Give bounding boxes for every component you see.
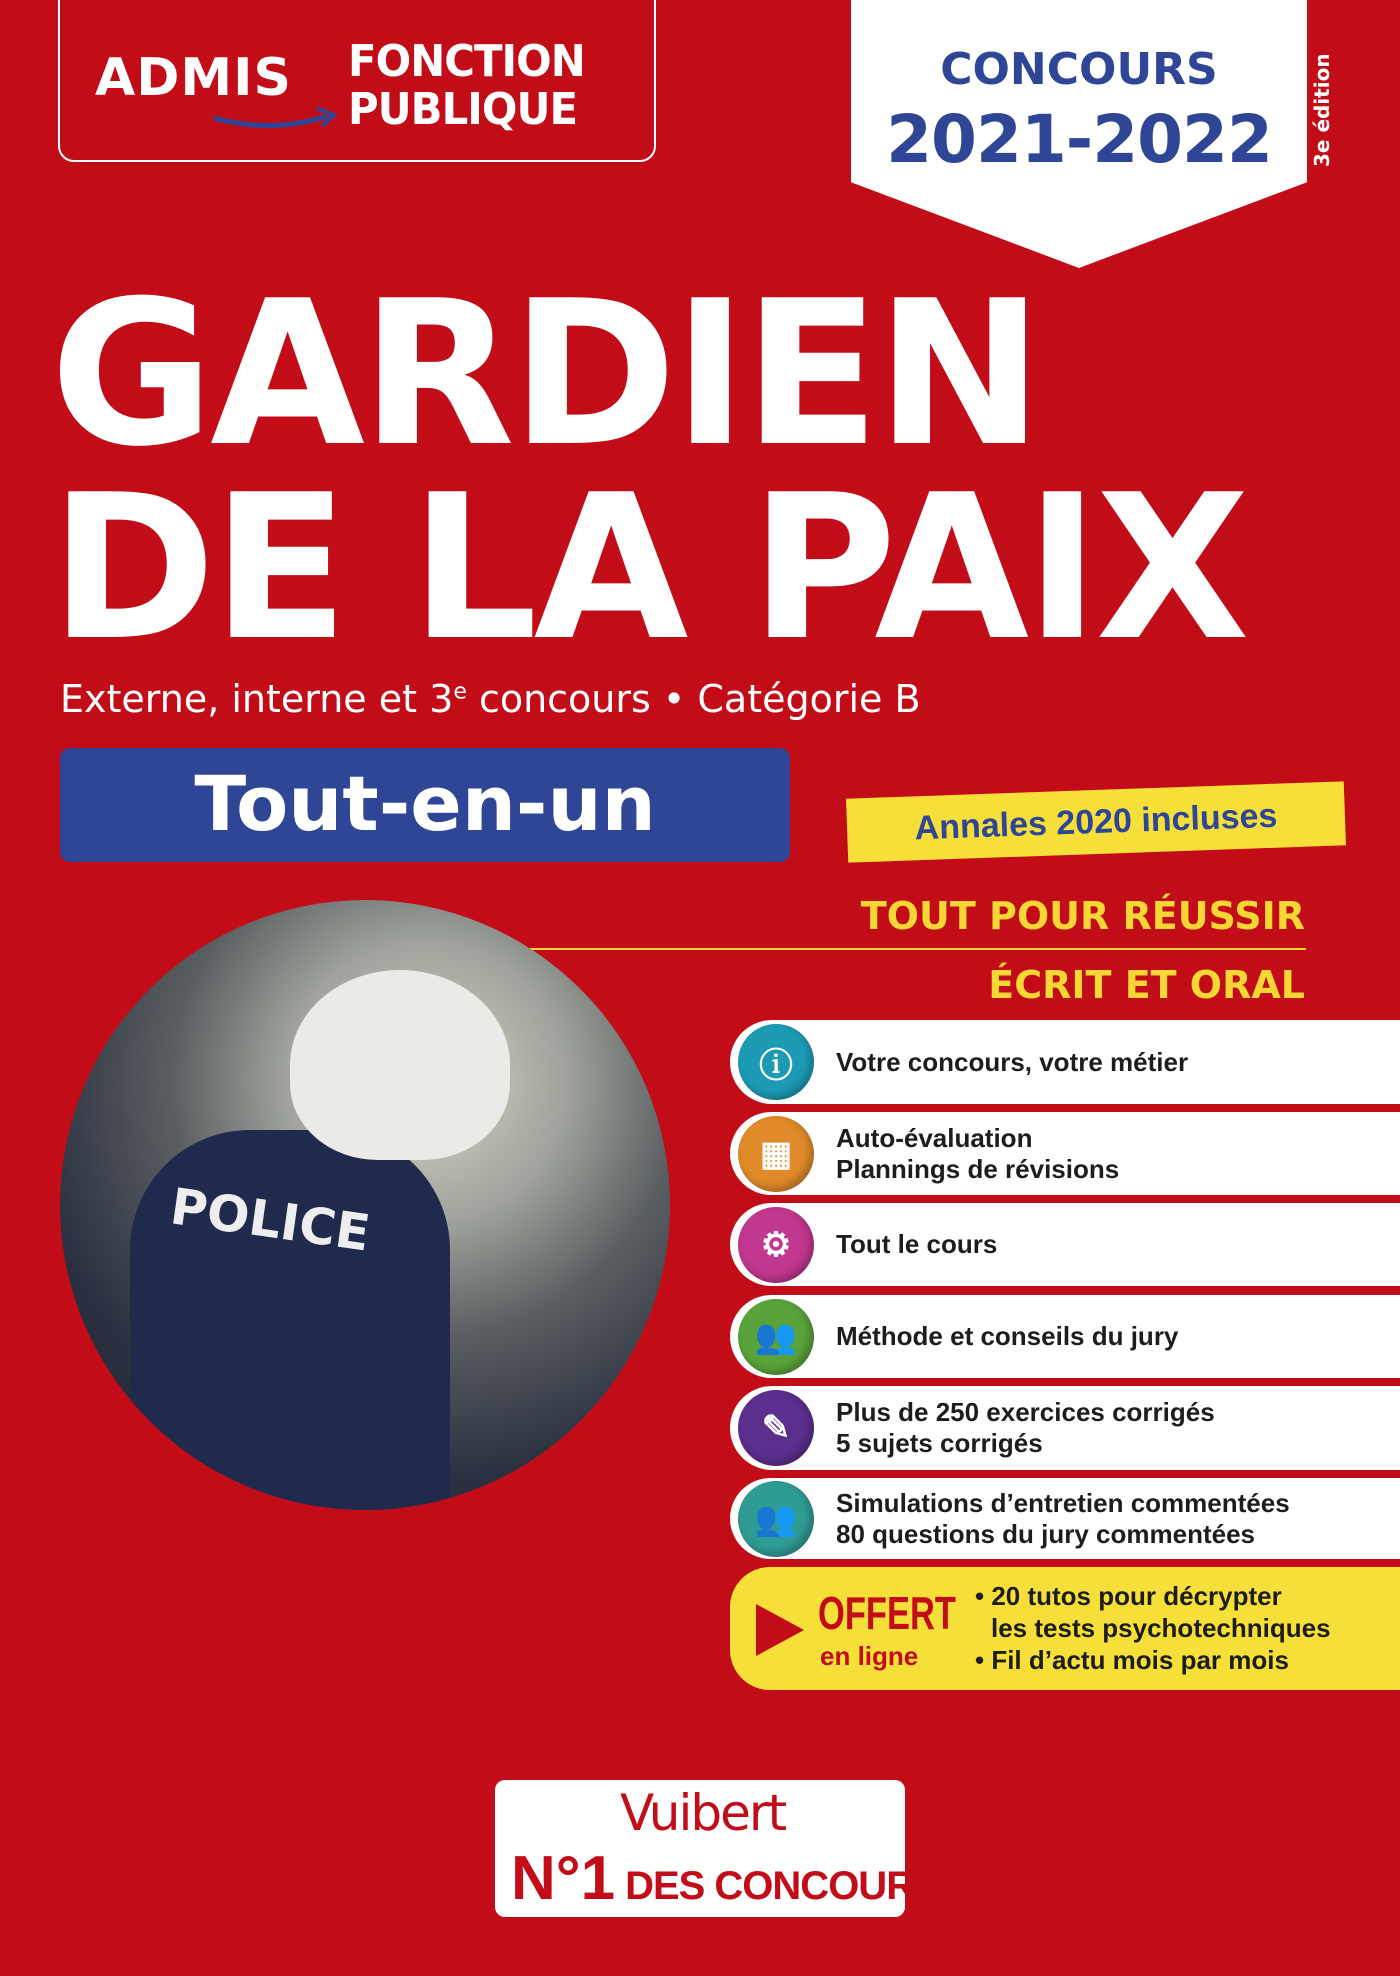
- logo-line2: PUBLIQUE: [348, 84, 578, 135]
- info-person-icon: ⓘ: [738, 1024, 814, 1100]
- feature-item: [730, 1112, 1400, 1195]
- police-photo: [60, 900, 670, 1510]
- banner-years: 2021-2022: [886, 101, 1272, 178]
- feature-item: [730, 1478, 1400, 1559]
- publisher-badge: [495, 1780, 940, 1917]
- feature-text: Votre concours, votre métier: [836, 1046, 1189, 1077]
- logo-admis: ADMIS: [95, 48, 292, 108]
- title-line2: DE LA PAIX: [50, 452, 1246, 685]
- feature-text: Simulations d’entretien commentées: [836, 1487, 1290, 1518]
- feature-text: Plus de 250 exercices corrigés: [836, 1397, 1215, 1427]
- logo-arrow-icon: [212, 104, 342, 134]
- offer-item: • 20 tutos pour décrypter: [975, 1581, 1282, 1611]
- pen-check-icon: ✎: [738, 1390, 814, 1466]
- feature-text: Tout le cours: [836, 1229, 998, 1259]
- feature-text: Méthode et conseils du jury: [836, 1321, 1179, 1351]
- offer-subtitle: en ligne: [820, 1641, 919, 1671]
- subtitle-text: Externe, interne et 3: [60, 677, 454, 721]
- feature-item: [730, 1020, 1400, 1104]
- feature-text: Plannings de révisions: [836, 1153, 1120, 1184]
- offer-item: • Fil d’actu mois par mois: [975, 1645, 1289, 1675]
- feature-item: [730, 1386, 1400, 1470]
- publisher-rank: N°1: [511, 1844, 616, 1913]
- publisher-logo: Vuibert: [620, 1784, 786, 1842]
- feature-item: [730, 1295, 1400, 1378]
- feature-text: Auto-évaluation: [836, 1122, 1033, 1153]
- edition-label: 3e édition: [1310, 53, 1334, 167]
- banner-label: CONCOURS: [940, 44, 1218, 95]
- title-line1: GARDIEN: [50, 258, 1040, 491]
- feature-item: [730, 1203, 1400, 1286]
- people-icon: 👥: [738, 1481, 814, 1557]
- annales-badge: Annales 2020 incluses: [846, 781, 1346, 862]
- feature-text: 5 sujets corrigés: [836, 1428, 1043, 1458]
- feature-text: 80 questions du jury commentées: [836, 1518, 1256, 1549]
- subtitle-text-2: concours • Catégorie B: [466, 677, 921, 721]
- play-icon: [752, 1600, 808, 1660]
- subtitle: [60, 676, 921, 722]
- group-icon: 👥: [738, 1299, 814, 1375]
- offer-title: OFFERT: [818, 1587, 956, 1639]
- logo-line1: FONCTION: [348, 36, 585, 87]
- logo-fonction-publique: [348, 38, 585, 134]
- head-gears-icon: ⚙: [738, 1207, 814, 1283]
- publisher-claim: DES CONCOURS: [625, 1864, 940, 1908]
- police-text: POLICE: [166, 1177, 374, 1263]
- tagline-2: ÉCRIT ET ORAL: [988, 963, 1305, 1007]
- offer-item: les tests psychotechniques: [991, 1613, 1331, 1643]
- divider: [530, 948, 1306, 950]
- offer-items: [975, 1580, 1331, 1676]
- tagline-1: TOUT POUR RÉUSSIR: [860, 894, 1305, 938]
- format-label: Tout-en-un: [60, 748, 790, 862]
- helmet: [290, 970, 510, 1160]
- subtitle-sup: e: [453, 679, 467, 705]
- calendar-icon: ▦: [738, 1116, 814, 1192]
- online-offer: [730, 1567, 1400, 1690]
